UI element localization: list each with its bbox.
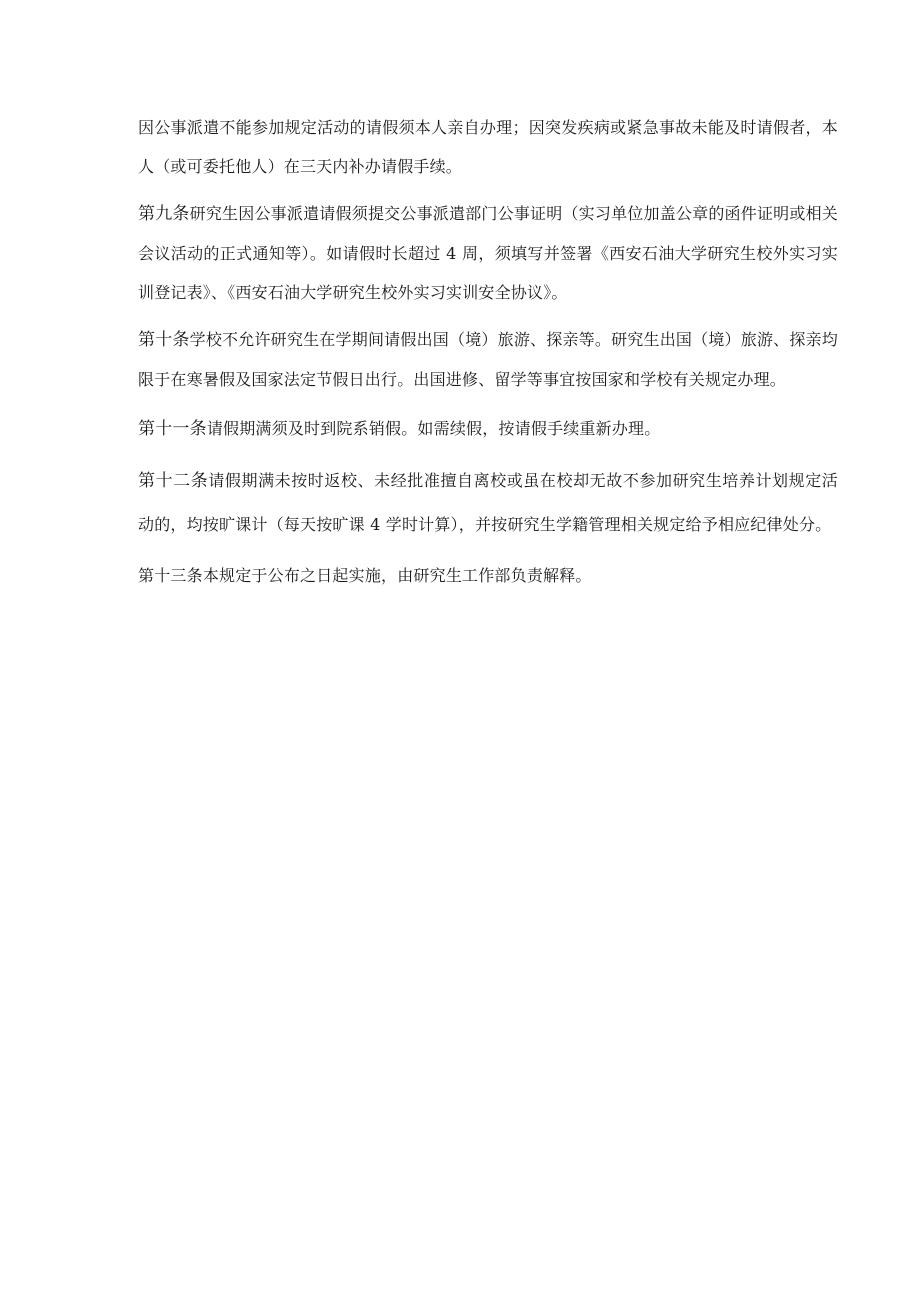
article-text: 请假期满须及时到院系销假。如需续假，按请假手续重新办理。 (206, 419, 661, 438)
article-9 (138, 194, 838, 312)
paragraph-text: 因公事派遣不能参加规定活动的请假须本人亲自办理；因突发疾病或紧急事故未能及时请假者，本人（或可委托他人）在三天内补办请假手续。 (138, 118, 838, 176)
article-text: 研究生因公事派遣请假须提交公事派遣部门公事证明（实习单位加盖公章的函件证明或相关会议活动的正式通知等）。如请假时长超过 4 周，须填写并签署《西安石油大学研究生校外实习实训登记表》、《西安石油大学研究生校外实习实训安全协议》。 (138, 204, 838, 302)
article-number: 第十一条 (138, 419, 207, 439)
article-number: 第十三条 (138, 566, 203, 585)
article-number: 第十二条 (138, 471, 209, 491)
article-number: 第十条 (138, 330, 190, 350)
article-text: 请假期满未按时返校、未经批准擅自离校或虽在校却无故不参加研究生培养计划规定活动的，均按旷课计（每天按旷课 4 学时计算），并按研究生学籍管理相关规定给予相应纪律处分。 (138, 471, 838, 534)
article-11 (138, 407, 838, 451)
paragraph-leave-procedure (138, 108, 838, 186)
article-12 (138, 459, 838, 546)
article-number: 第九条 (138, 204, 190, 224)
article-10 (138, 320, 838, 399)
article-text: 学校不允许研究生在学期间请假出国（境）旅游、探亲等。研究生出国（境）旅游、探亲均限于在寒暑假及国家法定节假日出行。出国进修、留学等事宜按国家和学校有关规定办理。 (138, 330, 838, 389)
document-body (138, 108, 838, 597)
article-13 (138, 554, 838, 597)
article-text: 本规定于公布之日起实施，由研究生工作部负责解释。 (202, 566, 592, 585)
